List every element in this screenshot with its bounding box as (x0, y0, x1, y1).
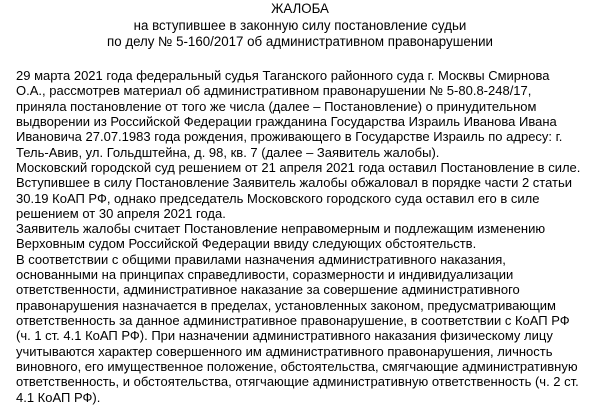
body-line-6: Тель-Авив, ул. Гольдштейна, д. 98, кв. 7 (далее – Заявитель жалобы). (16, 144, 440, 160)
body-line-21: ответственность, и обстоятельства, отягчающие административную ответственность (ч. 2 ст. (16, 374, 579, 390)
body-line-13: В соответствии с общими правилами назначения административного наказания, (16, 251, 506, 267)
document-subtitle-line-1: на вступившее в законную силу постановление судьи (133, 17, 467, 33)
document-title: ЖАЛОБА (271, 1, 329, 16)
document-subtitle-line-2: по делу № 5-160/2017 об административном правонарушении (107, 34, 493, 49)
body-line-2: О.А., рассмотрев материал об административном правонарушении № 5-80.8-248/17, (16, 83, 532, 99)
body-line-16: правонарушения назначается в пределах, установленных законом, предусматривающим (16, 297, 556, 313)
body-line-18: (ч. 1 ст. 4.1 КоАП РФ). При назначении административного наказания физическому лицу (16, 328, 553, 344)
body-line-1: 29 марта 2021 года федеральный судья Таганского районного суда г. Москвы Смирнова (16, 68, 550, 83)
body-line-15: ответственности, административное наказание за совершение административного (16, 282, 520, 298)
body-line-4: выдворении из Российской Федерации гражданина Государства Израиль Иванова Ивана (16, 113, 557, 129)
body-line-17: ответственность за данное административное правонарушение, в соответствии с КоАП РФ (16, 313, 570, 328)
body-line-14: основанными на принципах справедливости, соразмерности и индивидуализации (16, 267, 514, 282)
body-line-5: Ивановича 27.07.1983 года рождения, проживающего в Государстве Израиль по адресу: г. (16, 129, 563, 145)
body-line-12: Верховным судом Российской Федерации ввиду следующих обстоятельств. (16, 236, 477, 252)
body-line-11: Заявитель жалобы считает Постановление неправомерным и подлежащим изменению (16, 221, 546, 237)
body-line-3: приняла постановление от того же числа (далее – Постановление) о принудительном (16, 98, 537, 114)
body-line-7: Московский городской суд решением от 21 апреля 2021 года оставил Постановление в силе. (16, 159, 581, 175)
body-line-9: 30.19 КоАП РФ, однако председатель Московского городского суда оставил его в силе (16, 190, 540, 206)
body-line-22: 4.1 КоАП РФ). (16, 389, 101, 405)
body-line-10: решением от 30 апреля 2021 года. (16, 205, 226, 221)
body-line-20: виновного, его имущественное положение, обстоятельства, смягчающие административную (16, 358, 578, 374)
body-line-19: учитываются характер совершенного им административного правонарушения, личность (16, 343, 553, 359)
body-line-8: Вступившее в силу Постановление Заявитель жалобы обжаловал в порядке части 2 статьи (16, 175, 573, 191)
